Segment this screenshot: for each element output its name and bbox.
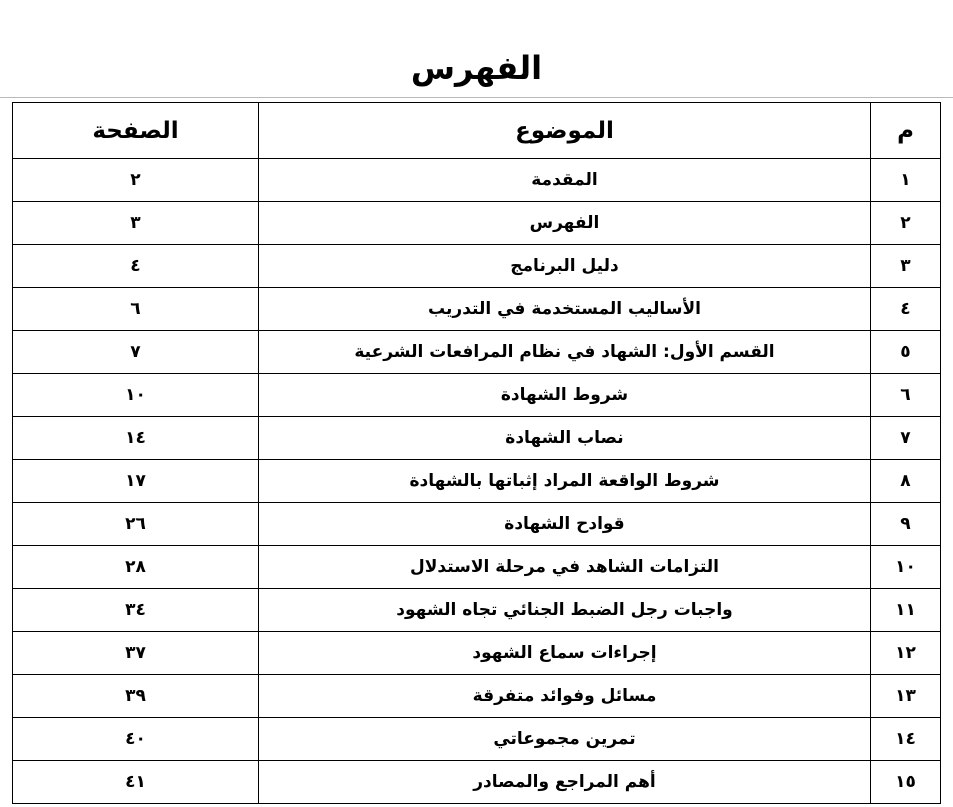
table-row xyxy=(13,417,941,460)
row-topic: القسم الأول: الشهاد في نظام المرافعات الشرعية xyxy=(259,331,871,374)
table-row xyxy=(13,245,941,288)
table-row xyxy=(13,374,941,417)
page-title: الفهرس xyxy=(410,49,543,87)
row-number: ١٥ xyxy=(871,761,941,804)
row-page: ٤١ xyxy=(13,761,259,804)
row-page: ٢ xyxy=(13,159,259,202)
row-topic: أهم المراجع والمصادر xyxy=(259,761,871,804)
row-number: ٤ xyxy=(871,288,941,331)
row-number: ٧ xyxy=(871,417,941,460)
row-topic: الفهرس xyxy=(259,202,871,245)
row-number: ١ xyxy=(871,159,941,202)
row-page: ١٧ xyxy=(13,460,259,503)
table-row xyxy=(13,546,941,589)
row-page: ١٠ xyxy=(13,374,259,417)
row-topic: تمرين مجموعاتي xyxy=(259,718,871,761)
row-number: ٣ xyxy=(871,245,941,288)
row-number: ١٢ xyxy=(871,632,941,675)
table-row xyxy=(13,761,941,804)
row-topic: مسائل وفوائد متفرقة xyxy=(259,675,871,718)
title-divider xyxy=(0,97,953,98)
row-number: ٢ xyxy=(871,202,941,245)
table-row xyxy=(13,202,941,245)
row-number: ٨ xyxy=(871,460,941,503)
table-row xyxy=(13,632,941,675)
column-header-page: الصفحة xyxy=(13,103,259,159)
row-number: ١١ xyxy=(871,589,941,632)
row-topic: المقدمة xyxy=(259,159,871,202)
table-row xyxy=(13,460,941,503)
row-topic: شروط الواقعة المراد إثباتها بالشهادة xyxy=(259,460,871,503)
row-page: ٦ xyxy=(13,288,259,331)
row-page: ٤ xyxy=(13,245,259,288)
table-row xyxy=(13,288,941,331)
row-page: ٣٧ xyxy=(13,632,259,675)
table-row xyxy=(13,503,941,546)
table-header-row xyxy=(13,103,941,159)
row-page: ٧ xyxy=(13,331,259,374)
row-page: ٢٨ xyxy=(13,546,259,589)
row-page: ٣٤ xyxy=(13,589,259,632)
row-topic: دليل البرنامج xyxy=(259,245,871,288)
table-row xyxy=(13,159,941,202)
row-topic: شروط الشهادة xyxy=(259,374,871,417)
row-topic: قوادح الشهادة xyxy=(259,503,871,546)
row-page: ٢٦ xyxy=(13,503,259,546)
table-row xyxy=(13,589,941,632)
table-of-contents xyxy=(12,102,941,804)
column-header-number: م xyxy=(871,103,941,159)
row-page: ١٤ xyxy=(13,417,259,460)
row-number: ١٤ xyxy=(871,718,941,761)
column-header-topic: الموضوع xyxy=(259,103,871,159)
table-row xyxy=(13,675,941,718)
row-topic: الأساليب المستخدمة في التدريب xyxy=(259,288,871,331)
row-page: ٣ xyxy=(13,202,259,245)
row-number: ٦ xyxy=(871,374,941,417)
row-number: ١٠ xyxy=(871,546,941,589)
row-number: ١٣ xyxy=(871,675,941,718)
table-row xyxy=(13,331,941,374)
row-page: ٤٠ xyxy=(13,718,259,761)
row-number: ٩ xyxy=(871,503,941,546)
row-number: ٥ xyxy=(871,331,941,374)
row-topic: إجراءات سماع الشهود xyxy=(259,632,871,675)
row-topic: واجبات رجل الضبط الجنائي تجاه الشهود xyxy=(259,589,871,632)
row-topic: نصاب الشهادة xyxy=(259,417,871,460)
row-page: ٣٩ xyxy=(13,675,259,718)
row-topic: التزامات الشاهد في مرحلة الاستدلال xyxy=(259,546,871,589)
table-row xyxy=(13,718,941,761)
